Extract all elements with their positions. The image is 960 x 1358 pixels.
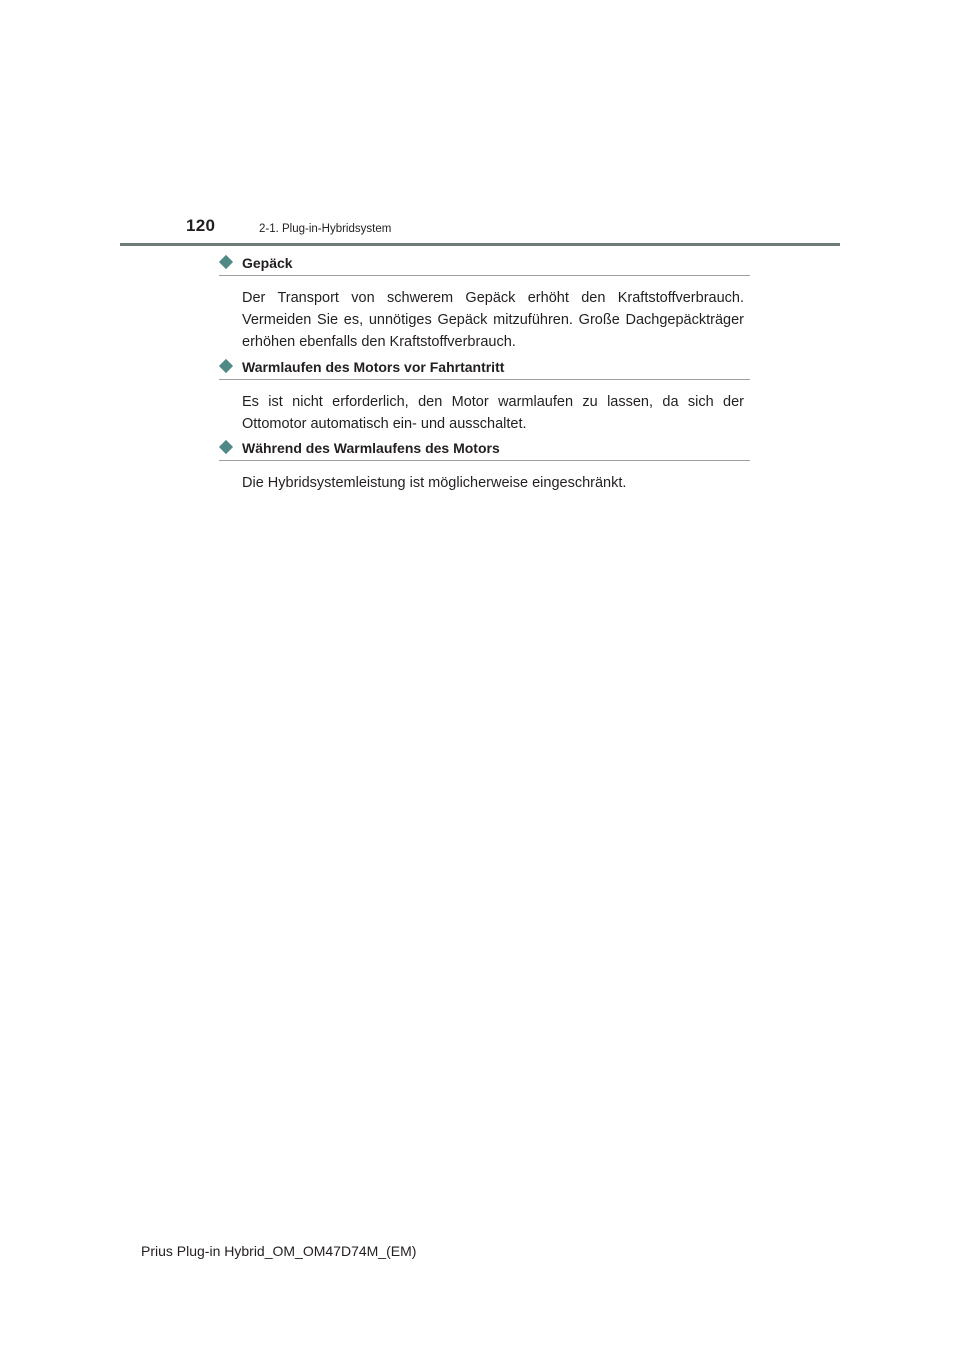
section-title: Warmlaufen des Motors vor Fahrtantritt (242, 359, 505, 375)
section-title: Während des Warmlaufens des Motors (242, 440, 500, 456)
header-divider (120, 243, 840, 246)
section-body: Der Transport von schwerem Gepäck erhöht den Kraftstoffverbrauch. Vermeiden Sie es, unnötiges Gepäck mitzuführen. Große Dachgepäckträger erhöhen ebenfalls den Kraftstoffverbrauch. (242, 290, 744, 350)
diamond-bullet-icon (219, 359, 233, 373)
diamond-bullet-icon (219, 255, 233, 269)
footer-document-id: Prius Plug-in Hybrid_OM_OM47D74M_(EM) (141, 1243, 417, 1259)
diamond-bullet-icon (219, 440, 233, 454)
page-number: 120 (186, 216, 216, 235)
section-body: Die Hybridsystemleistung ist möglicherweise eingeschränkt. (242, 475, 627, 491)
chapter-title: 2-1. Plug-in-Hybridsystem (259, 223, 392, 235)
section-waehrend-warmlaufen (219, 440, 750, 494)
section-heading (219, 255, 750, 276)
section-heading (219, 359, 750, 380)
section-body: Es ist nicht erforderlich, den Motor warmlaufen zu lassen, da sich der Ottomotor automatisch ein- und ausschaltet. (242, 394, 744, 432)
section-title: Gepäck (242, 255, 293, 271)
section-warmlaufen-vor-fahrtantritt (219, 359, 750, 435)
section-heading (219, 440, 750, 461)
section-gepaeck (219, 255, 750, 353)
